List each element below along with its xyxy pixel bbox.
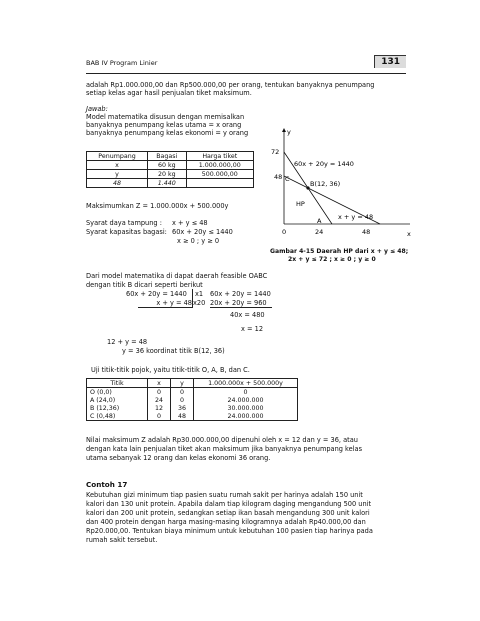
table-header-row xyxy=(87,379,298,388)
point-c-label: C xyxy=(285,175,290,183)
table-header: Titik xyxy=(87,379,148,388)
example-line-4: dan 400 protein dengan harga masing-masing kilogramnya adalah Rp40.000,00 dan xyxy=(86,518,366,526)
table-row xyxy=(87,179,254,188)
table-cell: A (24,0) xyxy=(87,396,148,404)
table-cell: x xyxy=(87,161,148,170)
table-cell: 24.000.000 xyxy=(194,412,298,421)
elim-row-3: 40x = 480 xyxy=(230,311,265,319)
header-rule xyxy=(86,73,406,74)
table-cell: 0 xyxy=(171,388,194,397)
table-cell: 24 xyxy=(148,396,171,404)
page-number: 131 xyxy=(374,55,406,68)
table-cell: 24.000.000 xyxy=(194,396,298,404)
elim-row-2-left: x + y = 48 xyxy=(138,299,192,308)
conclusion-line-1: Nilai maksimum Z adalah Rp30.000.000,00 dipenuhi oleh x = 12 dan y = 36, atau xyxy=(86,436,358,444)
elim-row-1-left: 60x + 20y = 1440 xyxy=(126,290,187,298)
example-line-2: kalori dan 130 unit protein. Apabila dalam tiap kilogram daging mengandung 500 unit xyxy=(86,500,372,508)
hp-label: HP xyxy=(296,200,305,208)
x-tick-48: 48 xyxy=(362,228,371,236)
point-b-label: B(12, 36) xyxy=(310,180,341,188)
table-cell: 30.000.000 xyxy=(194,404,298,412)
table-cell: 0 xyxy=(171,396,194,404)
example-line-6: rumah sakit tersebut. xyxy=(86,536,158,544)
table-cell: 1.000.000,00 xyxy=(186,161,253,170)
table-row xyxy=(87,404,298,412)
model-text-3: banyaknya penumpang kelas ekonomi = y orang xyxy=(86,129,249,137)
baggage-table xyxy=(86,151,254,188)
table-cell: O (0,0) xyxy=(87,388,148,397)
y-axis-label: y xyxy=(287,128,291,136)
intro-line-2: setiap kelas agar hasil penjualan tiket maksimum. xyxy=(86,89,252,97)
elim-row-2-mult: x20 xyxy=(193,299,206,307)
feasible-line-1: Dari model matematika di dapat daerah feasible OABC xyxy=(86,272,268,280)
corner-points-table xyxy=(86,378,298,421)
line2-label: x + y = 48 xyxy=(338,213,374,221)
jawab-label: Jawab: xyxy=(86,105,108,113)
chapter-title: BAB IV Program Linier xyxy=(86,59,158,67)
table-cell xyxy=(186,179,253,188)
table-cell: 1.440 xyxy=(148,179,187,188)
table-cell: 20 kg xyxy=(148,170,187,179)
table-cell: 48 xyxy=(87,179,148,188)
feasible-region-graph xyxy=(270,126,420,256)
conclusion-line-3: utama sebanyak 12 orang dan kelas ekonomi 36 orang. xyxy=(86,454,271,462)
table-cell: 0 xyxy=(148,388,171,397)
table-row xyxy=(87,388,298,397)
figure-caption-2: 2x + y ≤ 72 ; x ≥ 0 ; y ≥ 0 xyxy=(288,256,376,263)
table-cell: 48 xyxy=(171,412,194,421)
table-header: y xyxy=(171,379,194,388)
feasible-line-2: dengan titik B dicari seperti berikut xyxy=(86,281,203,289)
x-tick-24: 24 xyxy=(315,228,324,236)
table-row xyxy=(87,161,254,170)
table-row xyxy=(87,412,298,421)
subst-line-1: 12 + y = 48 xyxy=(107,338,148,346)
table-cell: 500.000,00 xyxy=(186,170,253,179)
y-tick-48: 48 xyxy=(274,173,283,181)
example-line-5: Rp20.000,00. Tentukan biaya minimum untuk kebutuhan 100 pasien tiap harinya pada xyxy=(86,527,373,535)
objective-function: Maksimumkan Z = 1.000.000x + 500.000y xyxy=(86,202,229,210)
constraint-1-expr: x + y ≤ 48 xyxy=(172,219,208,227)
x-axis-label: x xyxy=(407,230,411,238)
point-a-label: A xyxy=(317,217,322,225)
table-header: Bagasi xyxy=(148,152,187,161)
example-title: Contoh 17 xyxy=(86,480,128,489)
model-text-1: Model matematika disusun dengan memisalkan xyxy=(86,113,245,121)
elim-row-2-right: 20x + 20y = 960 xyxy=(210,299,272,308)
table-header-row xyxy=(87,152,254,161)
table-header: x xyxy=(148,379,171,388)
conclusion-line-2: dengan kata lain penjualan tiket akan maksimum jika banyaknya penumpang kelas xyxy=(86,445,362,453)
y-tick-72: 72 xyxy=(271,148,280,156)
model-text-2: banyaknya penumpang kelas utama = x orang xyxy=(86,121,242,129)
elim-row-4: x = 12 xyxy=(241,325,264,333)
table-header: Harga tiket xyxy=(186,152,253,161)
table-header: 1.000.000x + 500.000y xyxy=(194,379,298,388)
table-cell: 12 xyxy=(148,404,171,412)
constraint-2-expr: 60x + 20y ≤ 1440 xyxy=(172,228,233,236)
table-row xyxy=(87,170,254,179)
elim-row-1-mult: x1 xyxy=(195,290,204,298)
example-line-1: Kebutuhan gizi minimum tiap pasien suatu rumah sakit per harinya adalah 150 unit xyxy=(86,491,363,499)
table-row xyxy=(87,396,298,404)
uji-text: Uji titik-titik pojok, yaitu titik-titik O, A, B, dan C. xyxy=(91,366,250,374)
table-cell: y xyxy=(87,170,148,179)
elim-row-1-right: 60x + 20y = 1440 xyxy=(210,290,271,298)
subst-line-2: y = 36 koordinat titik B(12, 36) xyxy=(122,347,225,355)
table-cell: 36 xyxy=(171,404,194,412)
table-cell: 60 kg xyxy=(148,161,187,170)
table-cell: B (12,36) xyxy=(87,404,148,412)
page-header xyxy=(86,55,406,75)
table-cell: C (0,48) xyxy=(87,412,148,421)
intro-line-1: adalah Rp1.000.000,00 dan Rp500.000,00 per orang, tentukan banyaknya penumpang xyxy=(86,81,375,89)
table-header: Penumpang xyxy=(87,152,148,161)
example-line-3: kalori dan 200 unit protein, sedangkan setiap ikan basah mengandung 300 unit kalori xyxy=(86,509,370,517)
x-tick-0: 0 xyxy=(282,228,287,236)
constraint-2-label: Syarat kapasitas bagasi: xyxy=(86,228,167,236)
constraint-1-label: Syarat daya tampung : xyxy=(86,219,162,227)
table-cell: 0 xyxy=(194,388,298,397)
table-cell: 0 xyxy=(148,412,171,421)
figure-caption-1: Gambar 4-15 Daerah HP dari x + y ≤ 48; xyxy=(270,248,409,255)
line1-label: 60x + 20y = 1440 xyxy=(294,160,354,168)
constraint-3-expr: x ≥ 0 ; y ≥ 0 xyxy=(177,237,220,245)
